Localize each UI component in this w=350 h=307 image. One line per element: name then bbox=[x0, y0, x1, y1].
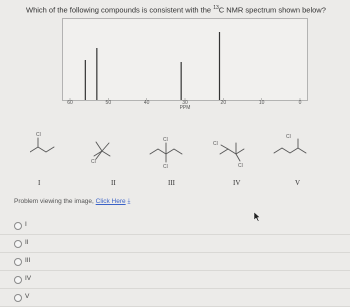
axis-tick-label: 50 bbox=[105, 100, 112, 106]
answer-options bbox=[0, 217, 350, 307]
question-suffix: C NMR spectrum shown below? bbox=[218, 5, 326, 15]
cl-label: Cl bbox=[238, 163, 243, 169]
question-prefix: Which of the following compounds is consistent with the bbox=[26, 5, 214, 15]
structure-label-v: V bbox=[295, 179, 301, 187]
structures-panel bbox=[30, 128, 330, 190]
question-text bbox=[26, 5, 326, 15]
option-v[interactable] bbox=[0, 289, 350, 307]
structure-v bbox=[274, 139, 306, 153]
structure-iv bbox=[220, 143, 244, 161]
spectrum-frame bbox=[63, 19, 308, 101]
option-label: I bbox=[25, 221, 27, 228]
structure-label-ii: II bbox=[111, 179, 116, 187]
radio-button[interactable] bbox=[14, 240, 22, 248]
download-icon[interactable]: ⤓ bbox=[127, 198, 131, 205]
structure-ii bbox=[94, 142, 110, 159]
option-label: II bbox=[25, 239, 29, 246]
option-i[interactable] bbox=[0, 217, 350, 235]
isotope-superscript: 13 bbox=[213, 5, 219, 11]
nmr-spectrum bbox=[62, 18, 308, 110]
radio-button[interactable] bbox=[14, 258, 22, 266]
option-iv[interactable] bbox=[0, 271, 350, 289]
axis-tick-label: 30 bbox=[182, 100, 188, 106]
structure-label-iv: IV bbox=[233, 179, 241, 187]
cl-label: Cl bbox=[163, 164, 168, 170]
option-label: V bbox=[25, 293, 30, 300]
axis-tick-label: 0 bbox=[298, 100, 302, 106]
structure-iii bbox=[150, 143, 182, 162]
option-iii[interactable] bbox=[0, 253, 350, 271]
radio-button[interactable] bbox=[14, 222, 22, 230]
structure-i bbox=[30, 138, 54, 152]
radio-button[interactable] bbox=[14, 294, 22, 302]
image-help bbox=[14, 198, 130, 206]
ppm-unit-label: PPM bbox=[179, 105, 191, 110]
axis-tick-label: 40 bbox=[143, 100, 150, 106]
radio-button[interactable] bbox=[14, 276, 22, 284]
structure-label-i: I bbox=[38, 179, 41, 187]
axis-tick-label: 60 bbox=[67, 100, 73, 106]
click-here-link[interactable]: Click Here bbox=[95, 198, 126, 205]
cl-label: Cl bbox=[91, 159, 96, 165]
structure-label-iii: III bbox=[168, 179, 175, 187]
cl-label: Cl bbox=[286, 134, 291, 140]
option-label: III bbox=[25, 257, 31, 264]
cl-label: Cl bbox=[213, 141, 218, 147]
cl-label: Cl bbox=[163, 137, 168, 143]
axis-tick-label: 10 bbox=[258, 100, 265, 106]
cl-label: Cl bbox=[36, 132, 41, 138]
axis-tick-label: 20 bbox=[220, 100, 227, 106]
help-text: Problem viewing the image, bbox=[14, 198, 96, 205]
option-ii[interactable] bbox=[0, 235, 350, 253]
option-label: IV bbox=[25, 275, 32, 282]
mouse-cursor-icon bbox=[253, 212, 261, 222]
